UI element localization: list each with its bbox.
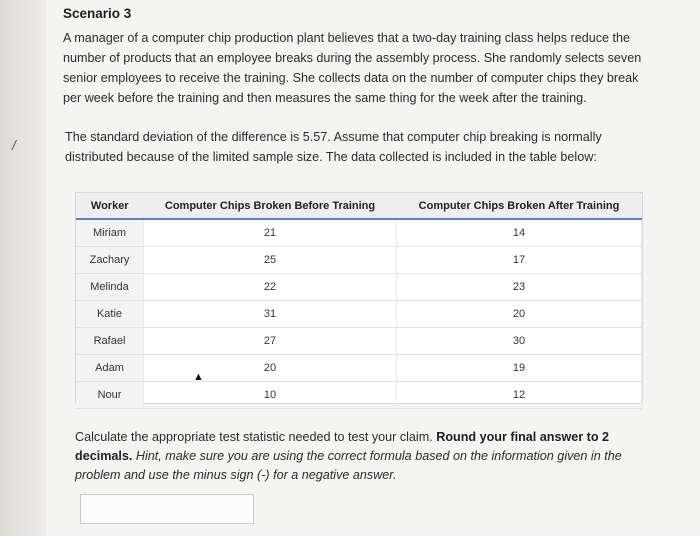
before-value: 10 (144, 382, 397, 409)
question-hint: Hint, make sure you are using the correct formula based on the information given in the problem and use the minus sign (-) for a negative answer. (75, 449, 622, 482)
worker-name: Rafael (76, 328, 144, 355)
scenario-paragraph-2: The standard deviation of the difference is 5.57. Assume that computer chip breaking is normally distributed because of the limited sample size. The data collected is included in the table below: (65, 130, 602, 164)
worker-name: Zachary (76, 247, 144, 274)
worker-name: Melinda (76, 274, 144, 301)
table-row (76, 301, 642, 328)
header-before-training: Computer Chips Broken Before Training (144, 193, 397, 219)
table-row (76, 328, 642, 355)
margin-mark: / (12, 137, 16, 153)
table-header-row (76, 193, 642, 219)
worker-name: Adam (76, 355, 144, 382)
question-bold-instruction: Round your final answer to 2 decimals. (75, 430, 610, 463)
before-value: 31 (144, 301, 397, 328)
table-row (76, 382, 642, 409)
data-table (76, 193, 642, 409)
scenario-title: Scenario 3 (63, 6, 132, 21)
before-value: 21 (144, 219, 397, 247)
mouse-cursor-icon: ▲ (193, 371, 204, 383)
worker-name: Nour (76, 382, 144, 409)
before-value: 22 (144, 274, 397, 301)
after-value: 17 (397, 247, 642, 274)
worker-name: Miriam (76, 219, 144, 247)
before-value: 25 (144, 247, 397, 274)
question-text: Calculate the appropriate test statistic needed to test your claim. (75, 430, 437, 444)
after-value: 20 (397, 301, 642, 328)
before-value: 27 (144, 328, 397, 355)
header-after-training: Computer Chips Broken After Training (397, 193, 642, 219)
answer-input[interactable] (80, 494, 254, 524)
scenario-paragraph-1: A manager of a computer chip production plant believes that a two-day training class helps reduce the number of products that an employee breaks during the assembly process. She randomly selects seven senior employees to receive the training. She collects data on the number of computer chips they break per week before the training and then measures the same thing for the week after the training. (63, 31, 642, 105)
question (75, 428, 665, 485)
after-value: 14 (397, 219, 642, 247)
table-row (76, 219, 642, 247)
after-value: 30 (397, 328, 642, 355)
header-worker: Worker (76, 193, 144, 219)
before-value: 20 (144, 355, 397, 382)
table-row (76, 247, 642, 274)
data-table-container (75, 192, 643, 404)
left-margin-bar (0, 0, 46, 536)
table-row (76, 355, 642, 382)
worker-name: Katie (76, 301, 144, 328)
after-value: 23 (397, 274, 642, 301)
table-row (76, 274, 642, 301)
after-value: 19 (397, 355, 642, 382)
after-value: 12 (397, 382, 642, 409)
